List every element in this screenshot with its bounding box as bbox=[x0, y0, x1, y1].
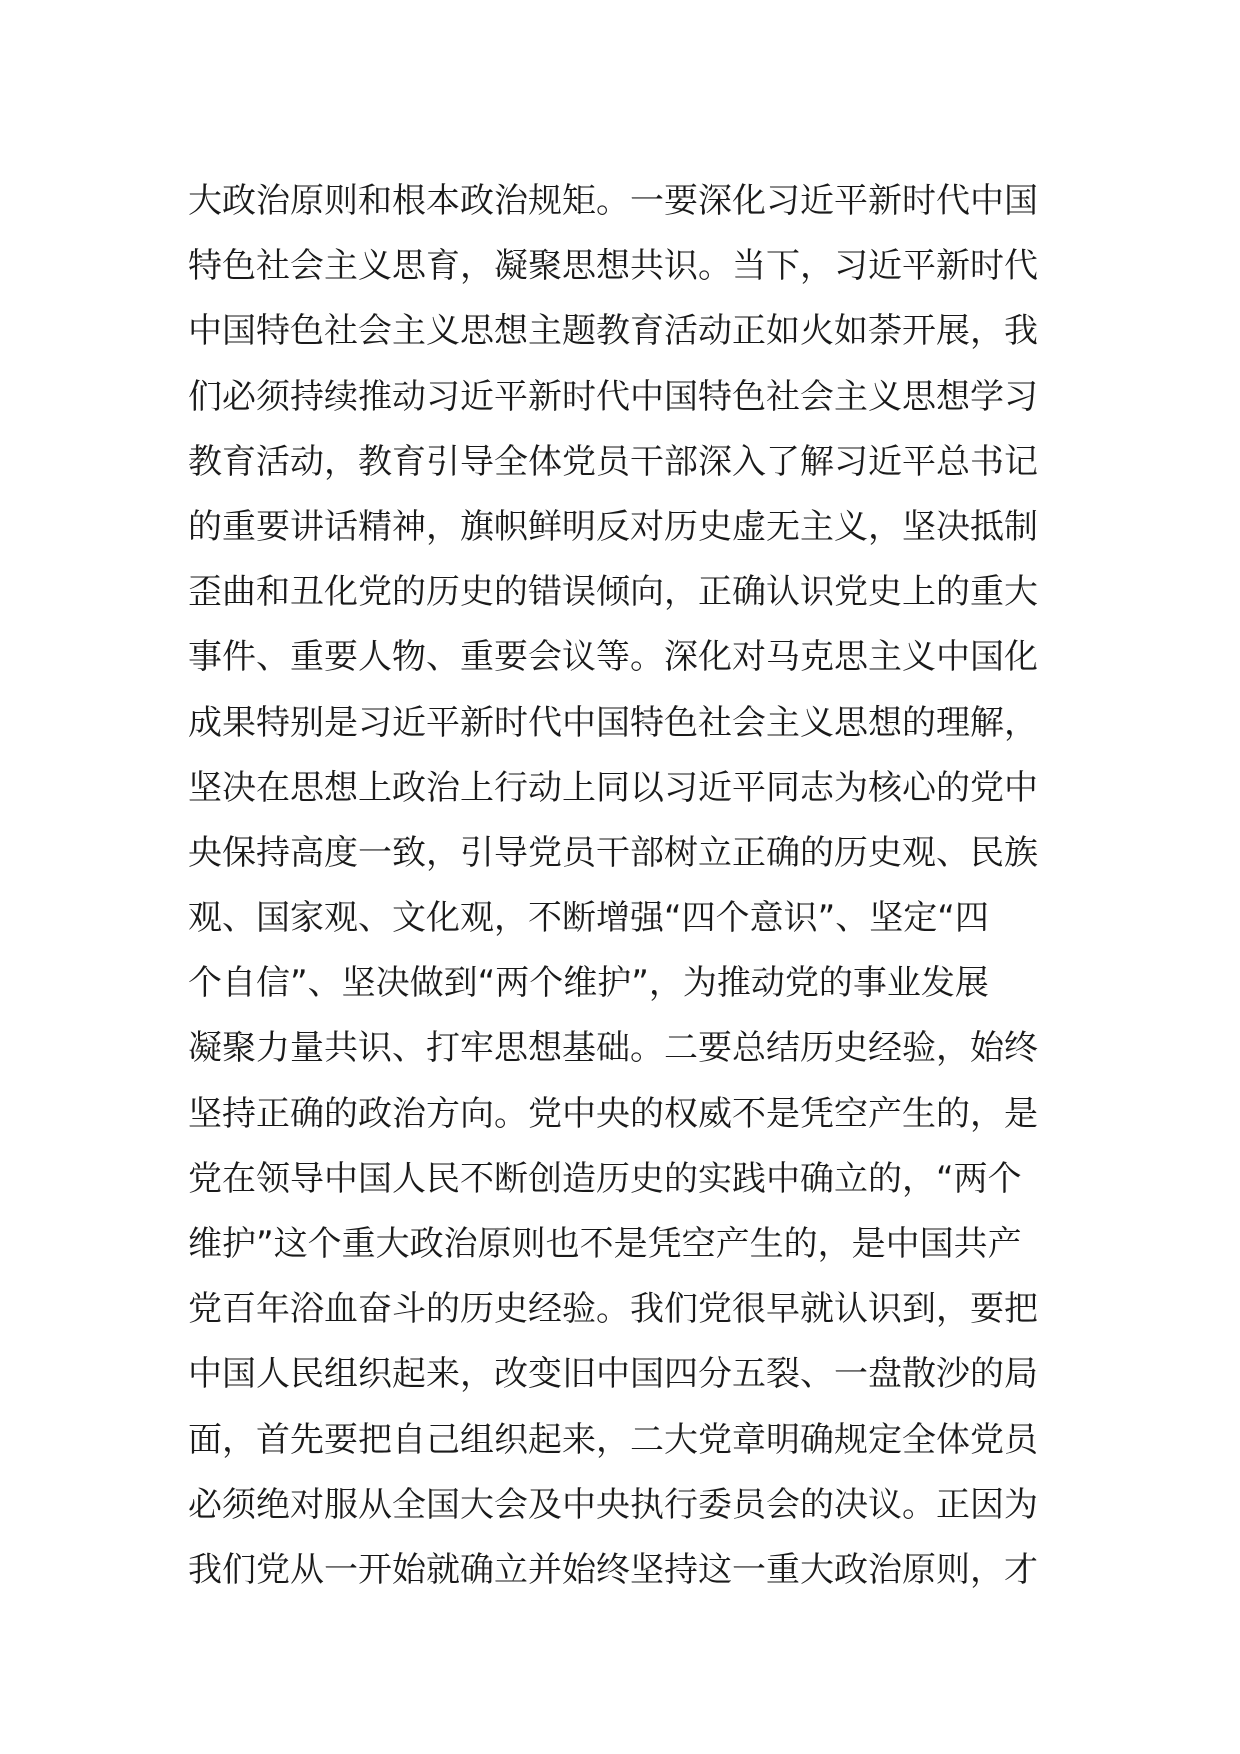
text-line: 面，首先要把自己组织起来，二大党章明确规定全体党员 bbox=[188, 1419, 1038, 1460]
text-line: 央保持高度一致，引导党员干部树立正确的历史观、民族 bbox=[188, 832, 1038, 873]
text-line: 维护”这个重大政治原则也不是凭空产生的，是中国共产 bbox=[188, 1224, 1022, 1264]
text-line: 大政治原则和根本政治规矩。一要深化习近平新时代中国 bbox=[188, 181, 1038, 221]
text-line: 观、国家观、文化观，不断增强“四个意识”、坚定“四 bbox=[188, 898, 989, 939]
text-line: 必须绝对服从全国大会及中央执行委员会的决议。正因为 bbox=[188, 1484, 1038, 1525]
text-line: 党在领导中国人民不断创造历史的实践中确立的，“两个 bbox=[188, 1158, 1022, 1199]
body-text bbox=[188, 169, 1048, 1603]
text-line: 凝聚力量共识、打牢思想基础。二要总结历史经验，始终 bbox=[188, 1028, 1038, 1069]
text-line: 我们党从一开始就确立并始终坚持这一重大政治原则，才 bbox=[188, 1549, 1038, 1590]
text-line: 事件、重要人物、重要会议等。深化对马克思主义中国化 bbox=[188, 637, 1038, 678]
text-line: 中国特色社会主义思想主题教育活动正如火如荼开展，我 bbox=[188, 311, 1038, 352]
text-line: 成果特别是习近平新时代中国特色社会主义思想的理解， bbox=[188, 702, 1038, 743]
text-line: 歪曲和丑化党的历史的错误倾向，正确认识党史上的重大 bbox=[188, 572, 1038, 613]
text-line: 个自信”、坚决做到“两个维护”，为推动党的事业发展 bbox=[188, 963, 989, 1004]
text-line: 特色社会主义思育，凝聚思想共识。当下，习近平新时代 bbox=[188, 246, 1038, 287]
text-line: 坚持正确的政治方向。党中央的权威不是凭空产生的，是 bbox=[188, 1093, 1038, 1134]
text-line: 党百年浴血奋斗的历史经验。我们党很早就认识到，要把 bbox=[188, 1289, 1038, 1330]
text-line: 的重要讲话精神，旗帜鲜明反对历史虚无主义，坚决抵制 bbox=[188, 506, 1038, 547]
text-line: 教育活动，教育引导全体党员干部深入了解习近平总书记 bbox=[188, 441, 1038, 482]
text-line: 们必须持续推动习近平新时代中国特色社会主义思想学习 bbox=[188, 376, 1038, 417]
text-line: 坚决在思想上政治上行动上同以习近平同志为核心的党中 bbox=[188, 767, 1038, 808]
text-line: 中国人民组织起来，改变旧中国四分五裂、一盘散沙的局 bbox=[188, 1354, 1038, 1395]
